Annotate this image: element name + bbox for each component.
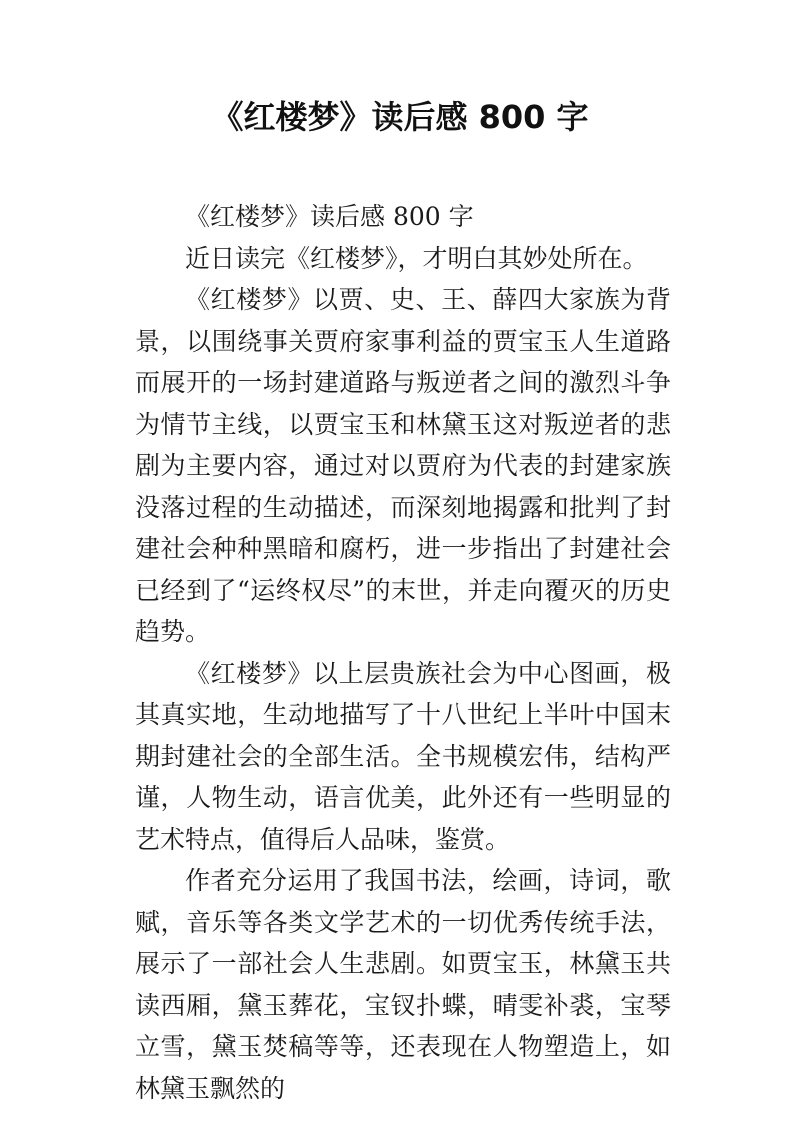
paragraph-subtitle: 《红楼梦》读后感 800 字 [185,202,474,231]
document-title: 《红楼梦》读后感 800 字 [211,98,589,136]
document-body [135,196,671,1109]
paragraph-art: 作者充分运用了我国书法，绘画，诗词，歌赋，音乐等各类文学艺术的一切优秀传统手法，展示了一部社会人生悲剧。如贾宝玉，林黛玉共读西厢，黛玉葬花，宝钗扑蝶，晴雯补裘，宝琴立雪，黛玉焚稿等等，还表现在人物塑造上，如林黛玉飘然的 [135,866,671,1103]
paragraph-intro: 近日读完《红楼梦》，才明白其妙处所在。 [185,243,648,273]
paragraph-background: 《红楼梦》以贾、史、王、薛四大家族为背景，以围绕事关贾府家事利益的贾宝玉人生道路而展开的一场封建道路与叛逆者之间的激烈斗争为情节主线，以贾宝玉和林黛玉这对叛逆者的悲剧为主要内容，通过对以贾府为代表的封建家族没落过程的生动描述，而深刻地揭露和批判了封建社会种种黑暗和腐朽，进一步指出了封建社会已经到了“运终权尽”的末世，并走向覆灭的历史趋势。 [135,285,671,646]
paragraph-society: 《红楼梦》以上层贵族社会为中心图画，极其真实地，生动地描写了十八世纪上半叶中国末期封建社会的全部生活。全书规模宏伟，结构严谨，人物生动，语言优美，此外还有一些明显的艺术特点，值得后人品味，鉴赏。 [135,658,671,854]
